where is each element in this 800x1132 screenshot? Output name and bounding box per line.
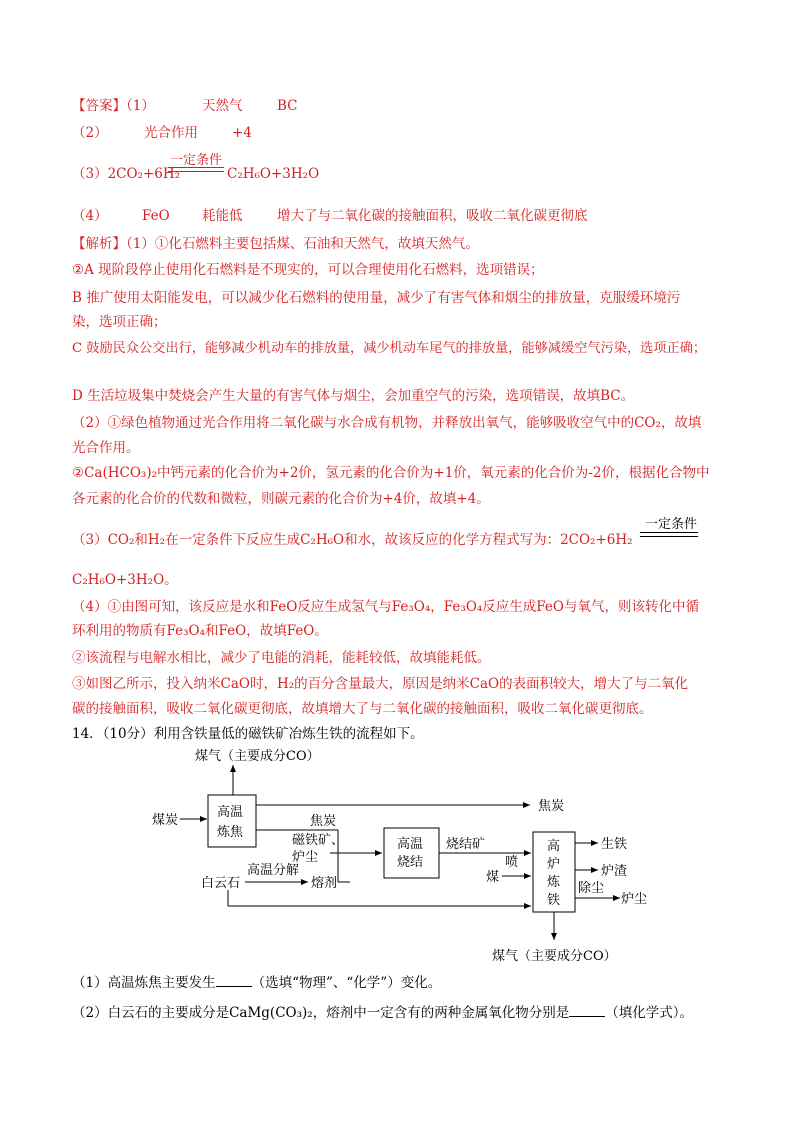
label-furnace-dust: 炉尘 <box>621 892 648 907</box>
answer-q3-lhs: 2CO₂+6H₂ <box>107 166 181 182</box>
label-box3-l2: 炉 <box>547 857 561 872</box>
answer-line-2 <box>72 124 252 142</box>
label-coke-right: 焦炭 <box>538 799 565 814</box>
label-box2-l1: 高温 <box>397 837 424 852</box>
analysis-p3a: B 推广使用太阳能发电，可以减少化石燃料的使用量，减少了有害气体和烟尘的排放量，克服缓环境污 <box>72 290 681 306</box>
answer-q4-num: （4） <box>72 208 108 224</box>
box-sintering <box>384 828 439 878</box>
answer-q2-b: +4 <box>232 125 252 141</box>
label-sinter: 烧结矿 <box>446 837 486 852</box>
label-dolomite: 白云石 <box>201 876 241 891</box>
label-coal2: 煤 <box>486 870 500 885</box>
label-dust: 炉尘 <box>292 850 319 865</box>
question-14-sub-1 <box>72 974 441 992</box>
analysis-p9b: 环利用的物质有Fe₃O₄和FeO，故填FeO。 <box>72 623 328 639</box>
answer-q4-a: FeO <box>142 208 170 224</box>
answer-line-3 <box>72 165 320 183</box>
label-box1-l1: 高温 <box>217 805 244 820</box>
answer-q2-a: 光合作用 <box>144 125 198 141</box>
analysis-p8-arrow <box>640 532 698 537</box>
answer-q3-condition: 一定条件 <box>170 153 223 168</box>
sub1-prefix: （1）高温炼焦主要发生 <box>72 975 216 991</box>
answer-q2-num: （2） <box>72 125 108 141</box>
analysis-p8: （3）CO₂和H₂在一定条件下反应生成C₂H₆O和水，故该反应的化学方程式写为：2CO₂+6H₂ <box>72 532 633 548</box>
analysis-p11b: 碳的接触面积，吸收二氧化碳更彻底，故填增大了与二氧化碳的接触面积，吸收二氧化碳更彻底。 <box>72 701 653 717</box>
sub1-answer-blank[interactable] <box>216 974 252 987</box>
label-slag: 炉渣 <box>601 864 628 879</box>
label-box2-l2: 烧结 <box>397 855 424 870</box>
answer-q1-a: 天然气 <box>202 98 243 114</box>
answer-tag: 【答案】 <box>72 98 126 114</box>
label-spray: 喷 <box>505 855 519 870</box>
sub2-prefix: （2）白云石的主要成分是 <box>72 1005 230 1021</box>
answer-line-4 <box>72 207 588 225</box>
analysis-line-1 <box>72 235 479 253</box>
answer-q4-b: 耗能低 <box>202 208 243 224</box>
label-coke: 焦炭 <box>310 814 337 829</box>
answer-q1-b: BC <box>277 98 298 114</box>
analysis-p2: ②A 现阶段停止使用化石燃料是不现实的，可以合理使用化石燃料，选项错误； <box>72 262 544 278</box>
analysis-p8-condition: 一定条件 <box>645 517 698 532</box>
label-box3-l3: 炼 <box>547 875 561 890</box>
label-pig-iron: 生铁 <box>601 837 628 852</box>
label-gas-top: 煤气（主要成分CO） <box>195 749 320 764</box>
label-coal: 煤炭 <box>152 813 179 828</box>
label-decomp: 高温分解 <box>247 863 300 878</box>
answer-q3-num: （3） <box>72 166 108 182</box>
analysis-p4a: C 鼓励民众公交出行，能够减少机动车的排放量，减少机动车尾气的排放量，能够减缓空气污染，选项正确； <box>72 341 707 356</box>
answer-q3-rhs: C₂H₆O+3H₂O <box>227 166 320 182</box>
label-box3-l1: 高 <box>547 839 561 854</box>
flow-diagram <box>0 740 800 970</box>
answer-q4-c: 增大了与二氧化碳的接触面积，吸收二氧化碳更彻底 <box>277 208 588 224</box>
analysis-p7b: 各元素的化合价的代数和微粒，则碳元素的化合价为+4价，故填+4。 <box>72 491 490 507</box>
analysis-p6a: （2）①绿色植物通过光合作用将二氧化碳与水合成有机物，并释放出氧气，能够吸收空气中的CO₂，故填 <box>72 415 702 431</box>
label-gas-bottom: 煤气（主要成分CO） <box>492 949 617 964</box>
answer-line-1 <box>72 97 298 115</box>
sub2-formula: CaMg(CO₃)₂ <box>229 1005 313 1021</box>
label-box3-l4: 铁 <box>547 893 561 908</box>
analysis-p6b: 光合作用。 <box>72 440 140 456</box>
analysis-p8b: C₂H₆O+3H₂O。 <box>72 572 178 588</box>
answer-q1-num: （1） <box>126 98 155 114</box>
analysis-p11a: ③如图乙所示，投入纳米CaO时，H₂的百分含量最大，原因是纳米CaO的表面积较大，增大了与二氧化 <box>72 676 689 692</box>
sub1-suffix: （选填“物理”、“化学”）变化。 <box>251 975 442 991</box>
question-14-stem: 14．（10分）利用含铁量低的磁铁矿冶炼生铁的流程如下。 <box>72 726 424 742</box>
analysis-p7a: ②Ca(HCO₃)₂中钙元素的化合价为+2价，氢元素的化合价为+1价，氧元素的化合价为-2价，根据化合物中 <box>72 465 710 481</box>
sub2-tail: （填化学式）。 <box>605 1005 693 1021</box>
analysis-p5: D 生活垃圾集中焚烧会产生大量的有害气体与烟尘，会加重空气的污染，选项错误，故填BC。 <box>72 388 635 404</box>
analysis-tag: 【解析】 <box>72 236 126 252</box>
sub2-answer-blank[interactable] <box>569 1004 605 1017</box>
sub2-middle: ，熔剂中一定含有的两种金属氧化物分别是 <box>312 1005 570 1021</box>
analysis-p9a: （4）①由图可知，该反应是水和FeO反应生成氢气与Fe₃O₄，Fe₃O₄反应生成FeO与氧气，则该转化中循 <box>72 599 699 615</box>
label-box1-l2: 炼焦 <box>217 825 244 840</box>
analysis-p1: （1）①化石燃料主要包括煤、石油和天然气，故填天然气。 <box>126 236 479 252</box>
label-magnetite: 磁铁矿、 <box>292 833 345 848</box>
question-14-sub-2 <box>72 1004 693 1022</box>
label-dedust: 除尘 <box>578 881 605 896</box>
analysis-p10: ②该流程与电解水相比，减少了电能的消耗，能耗较低，故填能耗低。 <box>72 650 491 666</box>
label-flux: 熔剂 <box>311 876 338 891</box>
analysis-p3b: 染，选项正确； <box>72 314 167 330</box>
